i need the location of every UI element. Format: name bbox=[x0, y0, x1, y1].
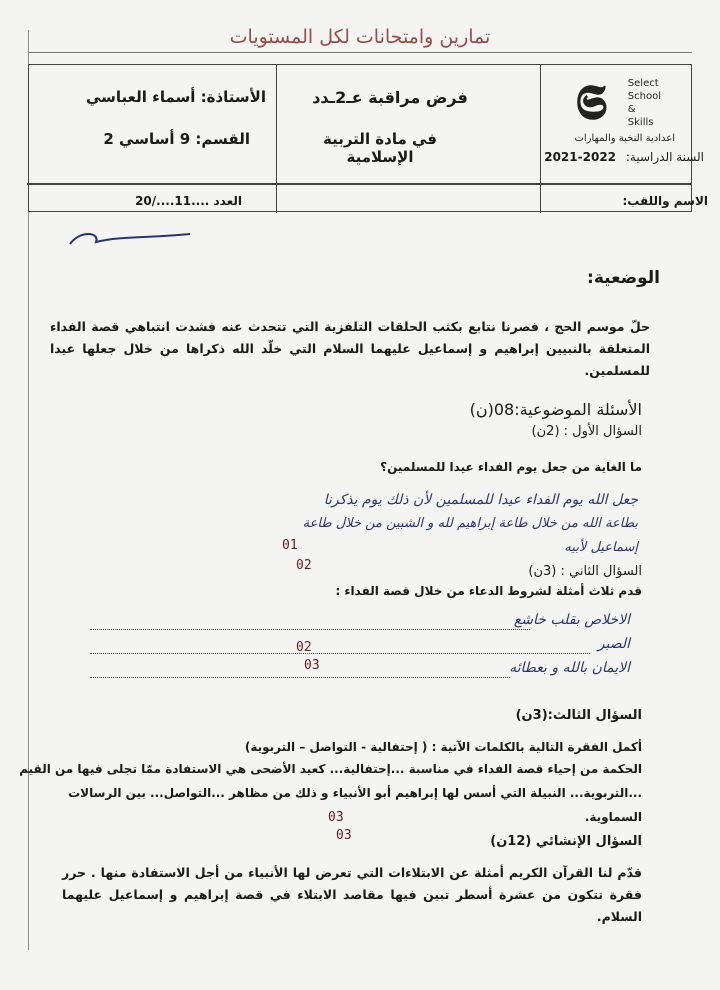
q1-answer-line-1: جعل الله يوم الفداء عيدا للمسلمين لأن ذلك يوم يذكرنا bbox=[323, 492, 638, 508]
q1-answer-line-2: بطاعة الله من خلال طاعة إبراهيم لله و الشبين من خلال طاعة bbox=[302, 516, 638, 531]
q2-line-2 bbox=[90, 652, 590, 654]
q2-answer-2: الصبر bbox=[597, 636, 630, 652]
q3-instruction: أكمل الفقرة التالية بالكلمات الآتية : ( إحتفالية - التواصل – التربوية) bbox=[244, 740, 642, 754]
signature-scribble bbox=[60, 226, 200, 256]
q3-mark: 03 bbox=[328, 810, 344, 825]
q4-title: السؤال الإنشائي (12ن) bbox=[490, 834, 642, 849]
q4-text: قدّم لنا القرآن الكريم أمثلة عن الابتلاءات التي تعرض لها الأنبياء من أجل الاستفادة منها . حرر فقرة تتكون من عشرة أسطر تبين فيها مقاصد الابتلاء في قصة إبراهيم و إسماعيل عليهما السلام. bbox=[62, 865, 642, 924]
q1-answer-line-3: إسماعيل لأبيه bbox=[564, 540, 638, 555]
school-logo bbox=[547, 71, 683, 151]
q1-title: السؤال الأول : (2ن) bbox=[531, 424, 642, 439]
school-year: السنة الدراسية: 2022-2021 bbox=[544, 150, 704, 164]
objective-section-title: الأسئلة الموضوعية:08(ن) bbox=[469, 400, 642, 419]
student-name-label: الاسم واللقب: bbox=[622, 194, 708, 208]
banner: تمارين وامتحانات لكل المستويات bbox=[229, 26, 491, 48]
logo-icon: 𝕾 bbox=[575, 75, 607, 131]
q2-answer-3: الايمان بالله و بعطائه bbox=[509, 660, 630, 676]
q2-line-3 bbox=[90, 676, 510, 678]
header-divider-2 bbox=[276, 65, 278, 213]
class-label: القسم: 9 أساسي 2 bbox=[103, 130, 250, 148]
q1-mark: 01 bbox=[282, 538, 298, 553]
header-row-divider bbox=[27, 183, 691, 185]
header-divider-1 bbox=[540, 65, 542, 213]
teacher-name: الأستاذة: أسماء العباسي bbox=[86, 88, 266, 106]
q2-score: 03 bbox=[304, 658, 320, 673]
exam-title: فرض مراقبة عـ2ـدد bbox=[312, 88, 468, 107]
q2-text: قدم ثلاث أمثلة لشروط الدعاء من خلال قصة الفداء : bbox=[335, 584, 642, 598]
exam-subject: في مادة التربية الإسلامية bbox=[323, 130, 437, 166]
q2-answer-1: الاخلاص بقلب خاشع bbox=[513, 612, 630, 628]
q2-line-1 bbox=[90, 628, 530, 630]
situation-title: الوضعية: bbox=[587, 268, 660, 288]
q3-line-2: ...التربوية... النبيلة التي أسس لها إبراهيم أبو الأنبياء و ذلك من مظاهر ...التواصل... بين الرسالات bbox=[68, 786, 642, 800]
logo-words: Select School & Skills bbox=[627, 78, 661, 128]
situation-text: حلّ موسم الحج ، فصرنا نتابع بكثب الحلقات التلفزية التي تتحدث عنه فشدت انتباهي قصة الفداء المتعلقة بالنبيين إبراهيم و إسماعيل عليهما السلام التي خلّد الله ذكراها من خلال جعلها عيدا للمسلمين. bbox=[50, 319, 650, 378]
q3-line-1: الحكمة من إحياء قصة الفداء في مناسبة ...إحتفالية... كعيد الأضحى هي الاستفادة ممّا تجلى فيها من القيم bbox=[19, 762, 642, 776]
q1-score: 02 bbox=[296, 558, 312, 573]
q1-text: ما الغاية من جعل يوم الفداء عيدا للمسلمين؟ bbox=[380, 460, 642, 474]
q3-line-3: السماوية. bbox=[584, 810, 642, 824]
q2-mark: 02 bbox=[296, 640, 312, 655]
q3-score: 03 bbox=[336, 828, 352, 843]
logo-arabic: اعدادية النخبة والمهارات bbox=[574, 133, 675, 144]
banner-rule bbox=[28, 52, 692, 53]
q3-title: السؤال الثالث:(3ن) bbox=[515, 708, 642, 723]
q2-title: السؤال الثاني : (3ن) bbox=[528, 564, 642, 579]
grade-field: العدد ....11..../20 bbox=[135, 194, 242, 208]
